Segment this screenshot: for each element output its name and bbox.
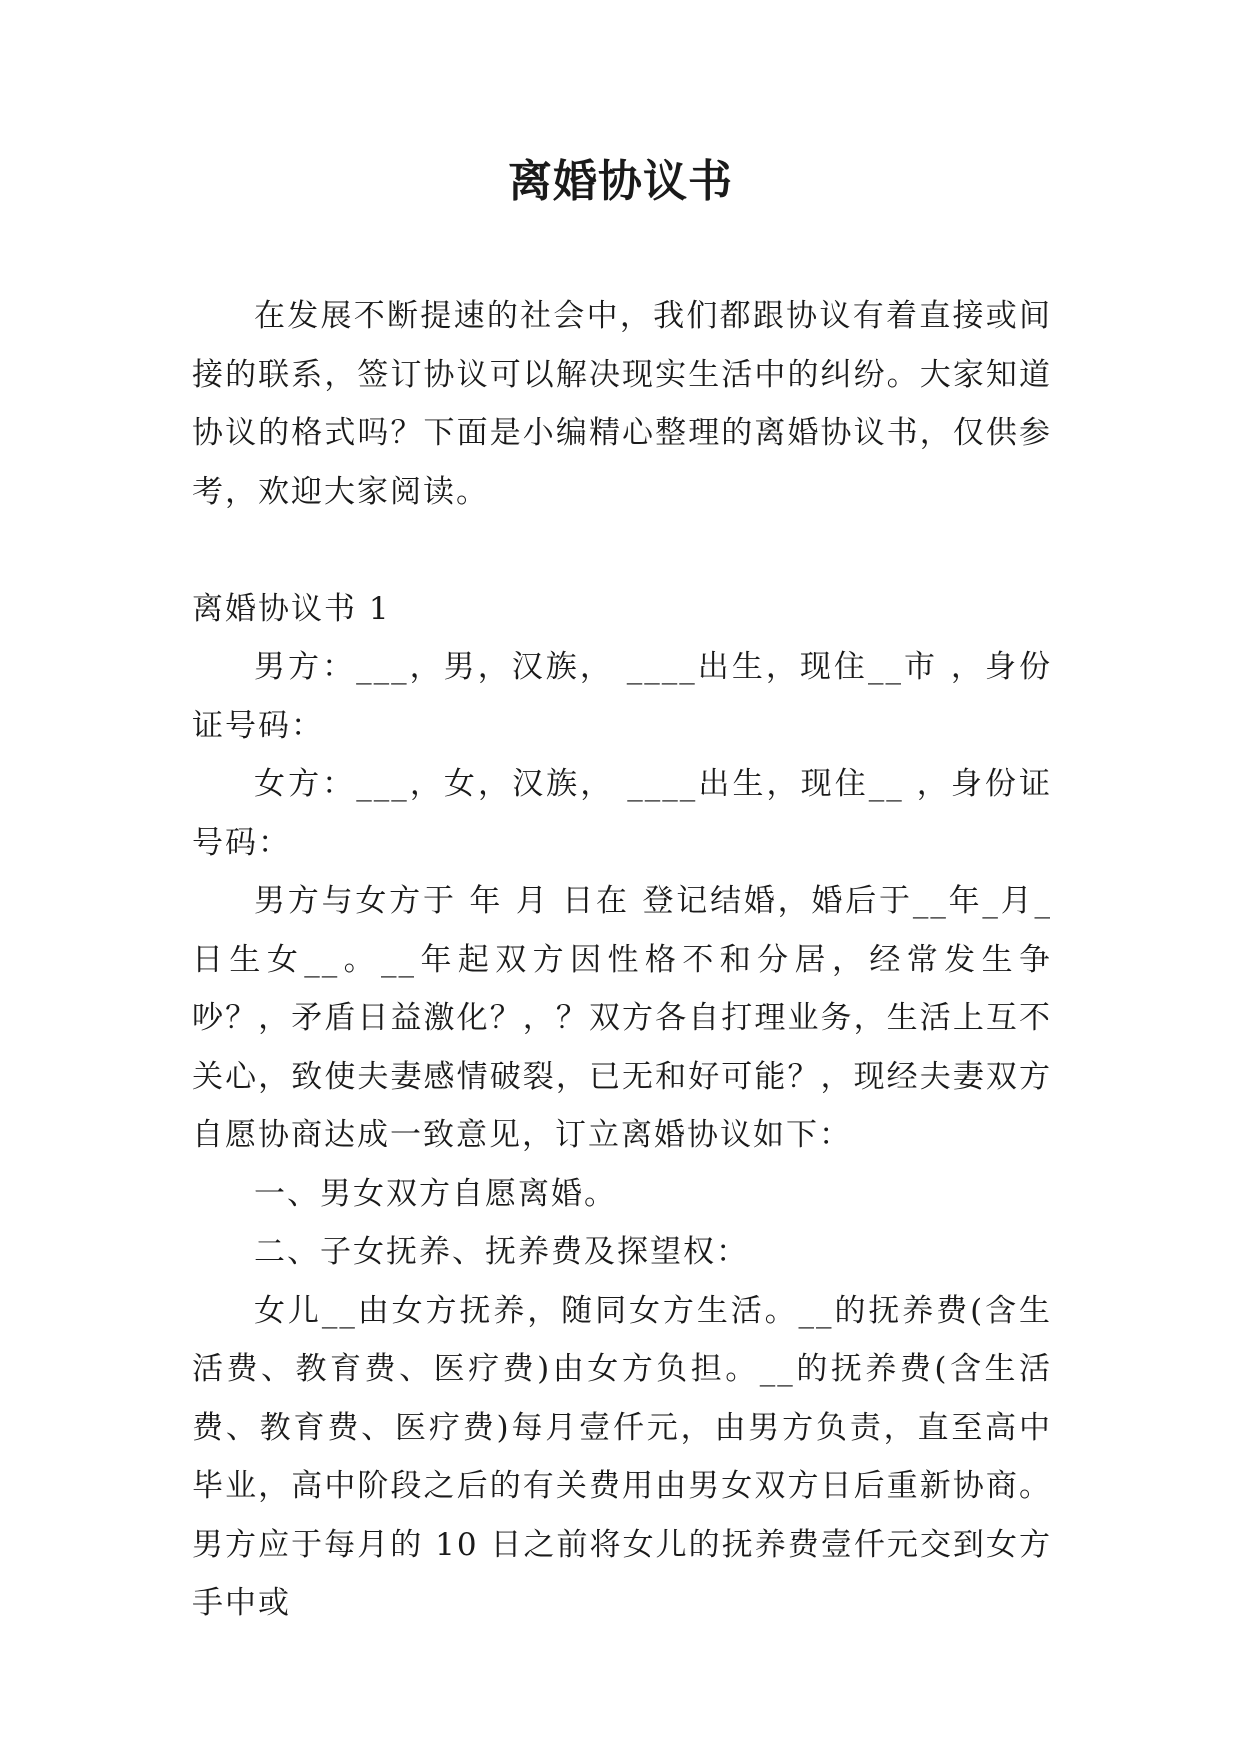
- document-body: [192, 287, 1052, 1633]
- section-heading: 离婚协议书 1: [192, 590, 391, 627]
- child-support-paragraph: 女儿__由女方抚养，随同女方生活。__的抚养费(含生活费、教育费、医疗费)由女方负担。__的抚养费(含生活费、教育费、医疗费)每月壹仟元，由男方负责，直至高中毕业，高中阶段之后的有关费用由男女双方日后重新协商。男方应于每月的 10 日之前将女儿的抚养费壹仟元交到女方手中或: [192, 1292, 1052, 1621]
- paragraph-gap: [192, 521, 1052, 580]
- marriage-background-paragraph: 男方与女方于 年 月 日在 登记结婚，婚后于__年_月_日生女__。__年起双方因性格不和分居，经常发生争吵？，矛盾日益激化？，？双方各自打理业务，生活上互不关心，致使夫妻感情破裂，已无和好可能？，现经夫妻双方自愿协商达成一致意见，订立离婚协议如下：: [192, 883, 1052, 1153]
- clause-one: 一、男女双方自愿离婚。: [254, 1175, 617, 1212]
- document-title: 离婚协议书: [508, 156, 733, 207]
- clause-two-heading: 二、子女抚养、抚养费及探望权：: [254, 1234, 749, 1270]
- intro-paragraph: 在发展不断提速的社会中，我们都跟协议有着直接或间接的联系，签订协议可以解决现实生活中的纠纷。大家知道协议的格式吗？下面是小编精心整理的离婚协议书，仅供参考，欢迎大家阅读。: [192, 298, 1052, 510]
- husband-info-paragraph: 男方：___，男，汉族， ____出生，现住__市 ，身份证号码：: [192, 649, 1052, 744]
- wife-info-paragraph: 女方：___，女，汉族， ____出生，现住__ ，身份证号码：: [192, 766, 1052, 861]
